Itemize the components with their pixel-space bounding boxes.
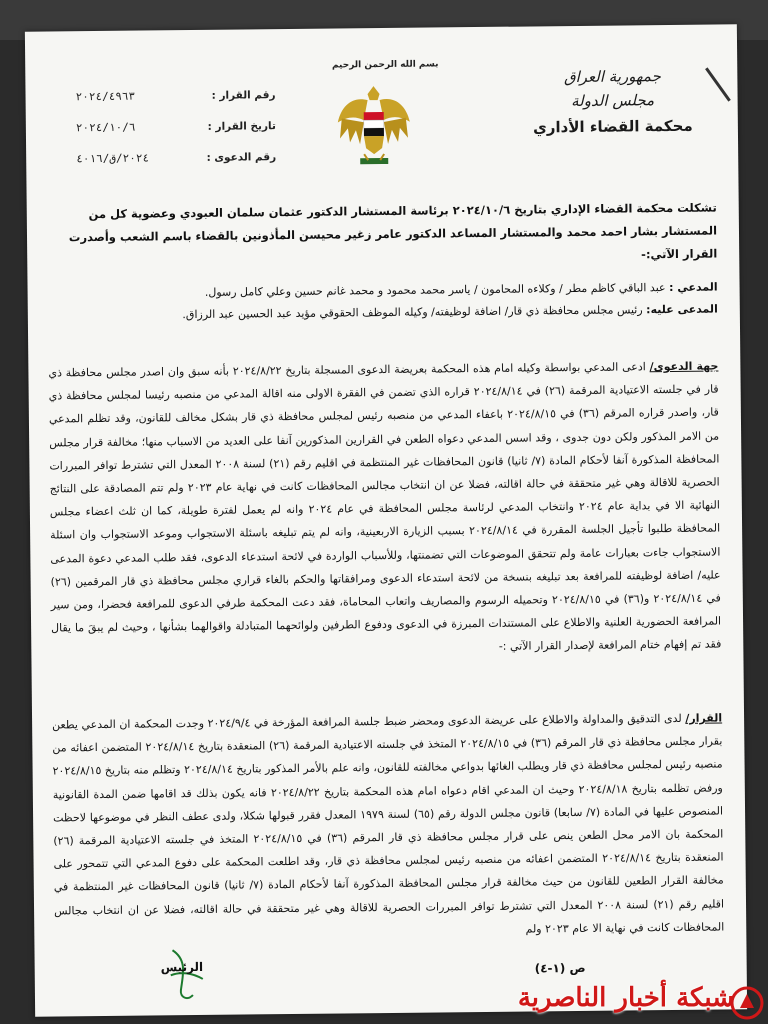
claim-heading: جهة الدعوى/ <box>649 359 719 374</box>
decision-text: لدى التدقيق والمداولة والاطلاع على عريضة الدعوى ومحضر ضبط جلسة المرافعة المؤرخة في ٢٠٢٤/٩/٤ وجدت المحكمة ان المدعي يطعن بقرار مجلس محافظة ذي قار المرقم (٣٦) في ٢٠٢٤/٨/١٥ المتخذ في جلسته الاعتيادية المرقمة (٢٦) المنعقدة بتاريخ ٢٠٢٤/٨/١٤ المتضمن اعفائه من منصبه رئيس لمجلس محافظة ذي قار ويطلب الغائها بدواعي مخالفته للقانون، وانه علم بالأمر المذكور بتاريخ ٢٠٢٤/٨/١٤ وتظلم منه بتاريخ ٢٠٢٤/٨/١٥ ورفض تظلمه بتاريخ ٢٠٢٤/٨/١٨ وحيث ان المدعي اقام دعواه امام هذه المحكمة بتاريخ ٢٠٢٤/٨/٢٢ فانه يكون بذلك قد اقامها ضمن المدة القانونية المنصوص عليها في المادة (٧/ سابعا) قانون مجلس الدولة رقم (٦٥) لسنة ١٩٧٩ المعدل فقرر قبولها شكلا، ولدى عطف النظر في موضوعها لاحظت المحكمة بان الامر محل الطعن ينص على قرار مجلس محافظة ذي قار المرقم (٣٦) في ٢٠٢٤/٨/١٥ المتخذ في جلسته الاعتيادية المرقمة (٢٦) المنعقدة بتاريخ ٢٠٢٤/٨/١٤ المتضمن اعفائه من منصبه رئيس لمجلس محافظة ذي قار، وقد اطلعت المحكمة على دفوع المدعي التي تتمحور على مخالفة القرار الطعين للقانون من حيث مخالفة قرار مجلس المحافظة المذكورة آنفا لأحكام المادة (٧/ ثانيا) قانون المحافظات غير المنتظمة في اقليم رقم (٢١) لسنة ٢٠٠٨ المعدل التي تشترط توافر المبررات الحصرية للاقالة وهي غير متحققة في حالة اقالته، فضلا عن ان انتخاب مجالس المحافظات كانت في نهاية الا عام ٢٠٢٣ ولم <box>52 711 725 936</box>
case-number: ٢٠٢٤/ق/٤٠١٦ <box>76 151 150 166</box>
decision-number-row <box>75 79 275 112</box>
decision-number: ٢٠٢٤/٤٩٦٣ <box>75 89 136 104</box>
republic-title: جمهورية العراق <box>563 67 661 87</box>
document-page <box>25 24 747 1016</box>
court-formation-paragraph: تشكلت محكمة القضاء الإداري بتاريخ ٢٠٢٤/١٠/٦ برئاسة المستشار الدكتور عثمان سلمان العبودي وعضوية كل من المستشار بشار احمد محمد والمستشار المساعد الدكتور عامر زغير محيسن المأذونين بالقضاء باسم الشعب وأصدرت القرار الآتي:- <box>68 200 718 262</box>
watermark-text: شبكة أخبار الناصرية <box>517 983 734 1013</box>
claim-section <box>48 355 721 664</box>
decision-date-label: تاريخ القرار : <box>207 119 276 133</box>
claim-text: ادعى المدعي بواسطة وكيله امام هذه المحكمة بعريضة الدعوى المسجلة بتاريخ ٢٠٢٤/٨/٢٢ بأنه سبق وان اصدر مجلس محافظة ذي قار في جلسته الاعتيادية المرقمة (٢٦) في ٢٠٢٤/٨/١٤ قراره الذي تضمن في الفقرة الاولى منه اقالة المدعي من منصبه رئيسا لمجلس محافظة ذي قار، واصدر قراره المرقم (٣٦) في ٢٠٢٤/٨/١٥ باعفاء المدعي من منصبه رئيس لمجلس محافظة ذي قار بشكل مخالف للقانون، وقد تظلم المدعي من الامر المذكور ولكن دون جدوى ، وقد اسس المدعي دعواه الطعن في القرارين المذكورين آنفا على العديد من الاسباب منها؛ مخالفة قرار مجلس المحافظة المذكورة آنفا لأحكام المادة (٧/ ثانيا) قانون المحافظات غير المنتظمة في اقليم رقم (٢١) لسنة ٢٠٠٨ المعدل التي تشترط توافر المبررات الحصرية للاقالة وهي غير متحققة في حالة اقالته، فضلا عن ان انتخاب مجالس المحافظات كانت في نهاية عام ٢٠٢٣ ولم تتم المصادقة على النتائج النهائية الا في بداية عام ٢٠٢٤ وانتخاب المدعي لرئاسة مجلس المحافظة في عام ٢٠٢٤ وانه لم يعمل لفترة طويلة، كما ان ثلث اعضاء مجلس المحافظة طلبوا تأجيل الجلسة المقررة في ٢٠٢٤/٨/١٤ بسبب الزيارة الاربعينية، وانه لم يتم تبليغه باسئلة الاستجواب وموعد الاستجواب وان اسئلة الاستجواب جاءت بعبارات عامة ولم تتحقق الموضوعات التي تضمنتها، وللأسباب الواردة في لائحة استدعاء الدعوى، فقد طلب المدعي دعوة المدعى عليه/ اضافة لوظيفته للمرافعة بعد تبليغه بنسخة من لائحة استدعاء الدعوى ومرافقاتها والحكم بالغاء قراري مجلس محافظة ذي قار المرقمين (٢٦) في ٢٠٢٤/٨/١٤ و(٣٦) في ٢٠٢٤/٨/١٥ وتحميله الرسوم والمصاريف واتعاب المحاماة، فقد دعت المحكمة طرفي الدعوى للمرافعة فحضرا، ومن سير المرافعة الحضورية العلنية والاطلاع على المستندات المبرزة في الدعوى ودفوع الطرفين ولوائحهما المتبادلة واقوالهما بشأنها ، وحيث لم يبقَ ما يقال فقد تم إفهام ختام المرافعة لإصدار القرار الآتي :- <box>48 360 722 654</box>
basmala: بسم الله الرحمن الرحيم <box>331 59 439 71</box>
decision-section <box>52 706 724 945</box>
decision-heading: القرار/ <box>685 711 723 725</box>
council-title: مجلس الدولة <box>570 91 655 111</box>
decision-number-label: رقم القرار : <box>211 88 276 102</box>
plaintiff-label: المدعي : <box>668 280 718 295</box>
decision-date-row <box>76 110 276 143</box>
decision-date: ٢٠٢٤/١٠/٦ <box>75 120 136 135</box>
pen-mark <box>705 67 731 101</box>
chairman-label: الرئيس <box>160 959 204 975</box>
case-number-label: رقم الدعوى : <box>206 150 277 164</box>
defendant-label: المدعى عليه: <box>646 302 718 317</box>
court-title: محكمة القضاء الأداري <box>532 116 693 137</box>
news-watermark <box>434 972 768 1024</box>
defendant-name: رئيس مجلس محافظة ذي قار/ اضافة لوظيفته/ وكيله الموظف الحقوقي مؤيد عبد الحسين عبد الرزاق. <box>182 303 643 322</box>
case-metadata <box>75 79 276 174</box>
case-number-row <box>76 141 276 174</box>
page-number: ص (١-٤) <box>534 960 586 976</box>
eagle-emblem-icon <box>333 78 414 179</box>
parties-section <box>47 277 717 328</box>
signature-icon <box>152 945 213 1006</box>
institution-header <box>527 67 698 137</box>
plaintiff-name: عبد الباقي كاظم مطر / وكلاءه المحامون / ياسر محمد محمود و محمد غانم حسين وعلي كامل رسول. <box>204 281 666 299</box>
watermark-logo-icon <box>730 986 764 1020</box>
